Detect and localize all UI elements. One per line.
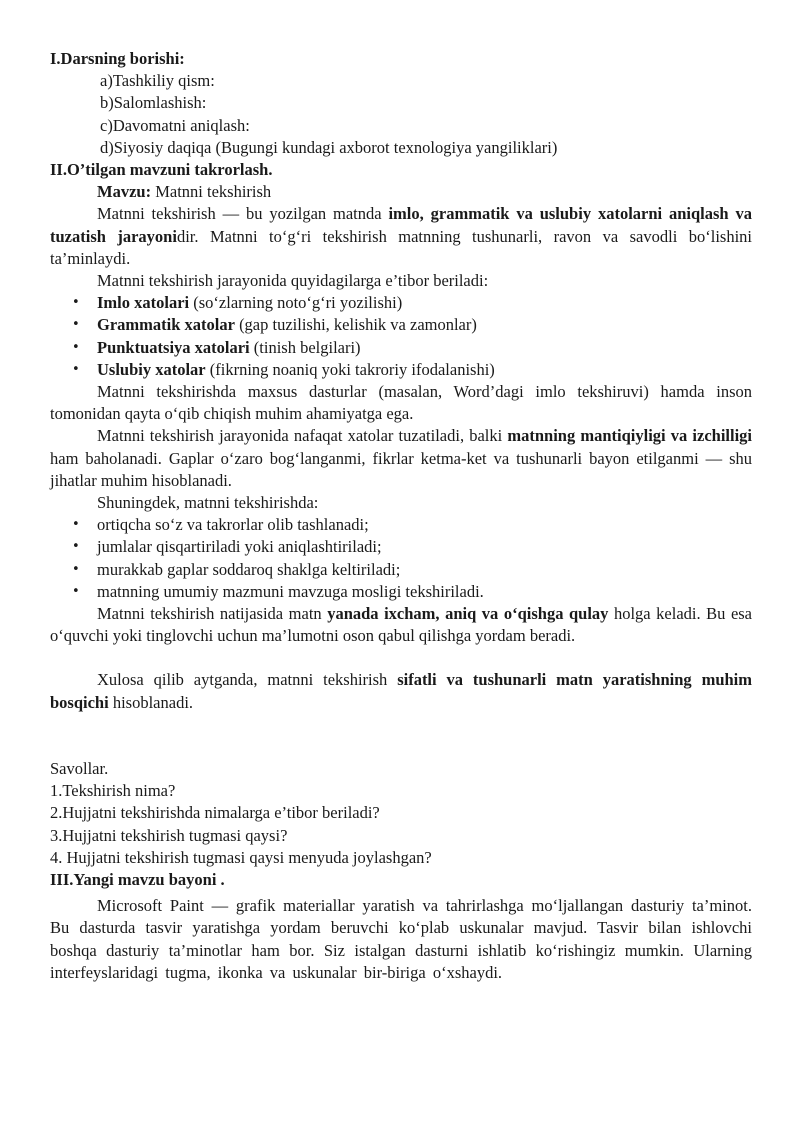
bold-run: yanada ixcham, aniq va o‘qishga qulay [327,604,609,624]
paragraph-software: Matnni tekshirishda maxsus dasturlar (masalan, Word’dagi imlo tekshiruvi) hamda inson tomonidan qayta o‘qib chiqish muhim ahamiyatga ega. [50,382,752,424]
bold-run: sifatli va tushunarli matn yaratishning muhim bosqichi [50,670,753,712]
agenda-item-b: b)Salomlashish: [100,93,207,113]
question-item: 4. Hujjatni tekshirish tugmasi qaysi menyuda joylashgan? [50,847,432,867]
questions-title: Savollar. [50,758,109,778]
spacer [50,714,752,758]
topic-label: Mavzu: [97,182,152,202]
list-item: • murakkab gaplar soddaroq shaklga keltiriladi; [50,559,752,581]
section-1-title: I.Darsning borishi: [50,49,185,68]
text-run: Matnni tekshirish — bu yozilgan matnda [97,204,389,224]
agenda-item-c: c)Davomatni aniqlash: [100,115,250,135]
bold-run: Uslubiy xatolar [97,359,206,379]
bold-run: matnning mantiqiyligi va izchilligi [507,426,752,446]
section-2-title: II.O’tilgan mavzuni takrorlash. [50,160,273,180]
bold-run: Grammatik xatolar [97,315,235,335]
bold-run: imlo, grammatik va uslubiy xatolarni aniqlash va tuzatish jarayoni [50,204,752,246]
document-page [50,48,752,984]
text-run: Matnni tekshirish natijasida matn [97,604,328,624]
agenda-item-a: a)Tashkiliy qism: [100,71,215,91]
question-item: 2.Hujjatni tekshirishda nimalarga e’tibor beriladi? [50,803,380,823]
list-item [50,292,752,314]
text-run: (so‘zlarning noto‘g‘ri yozilishi) [189,293,403,313]
section-3-title: III.Yangi mavzu bayoni . [50,869,225,889]
paragraph-result [50,603,752,647]
topic-value: Matnni tekshirish [151,182,272,202]
list-item [50,314,752,336]
paragraph-attention: Matnni tekshirish jarayonida quyidagilarga e’tibor beriladi: [97,271,489,291]
error-types-list [50,292,752,381]
bold-run: Imlo xatolari [97,293,190,313]
list-item [50,337,752,359]
paragraph-conclusion [50,669,752,713]
paragraph-paint: Microsoft Paint — grafik materiallar yaratish va tahrirlashga mo‘ljallangan dasturiy ta’minot. Bu dasturda tasvir yaratishga yordam beruvchi ko‘plab uskunalar mavjud. Tasvir bilan ishlovchi boshqa dasturiy ta’minotlar ham bor. Siz istalgan dasturni ishlatib ko‘rishingiz mumkin. Ularning interfeyslaridagi tugma, ikonka va uskunalar bir-biriga o‘xshaydi. [50,896,752,982]
paragraph-definition [50,203,752,270]
text-run: holga keladi. Bu esa o‘quvchi yoki tinglovchi uchun ma’lumotni oson qabul qilishga yordam beradi. [50,604,753,646]
list-item: • matnning umumiy mazmuni mavzuga mosligi tekshiriladi. [50,581,752,603]
spacer [50,647,752,669]
list-item: • jumlalar qisqartiriladi yoki aniqlashtiriladi; [50,536,752,558]
text-run: (tinish belgilari) [249,337,361,357]
text-run: ham baholanadi. Gaplar o‘zaro bog‘langanmi, fikrlar ketma-ket va tushunarli bayon etilganmi — shu jihatlar muhim hisoblanadi. [50,448,752,490]
question-item: 3.Hujjatni tekshirish tugmasi qaysi? [50,825,288,845]
text-run: Matnni tekshirish jarayonida nafaqat xatolar tuzatiladi, balki [97,426,508,446]
question-item: 1.Tekshirish nima? [50,781,176,801]
paragraph-logic [50,425,752,492]
list-item: • ortiqcha so‘z va takrorlar olib tashlanadi; [50,514,752,536]
text-run: (fikrning noaniq yoki takroriy ifodalanishi) [205,359,495,379]
text-run: dir. Matnni to‘g‘ri tekshirish matnning tushunarli, ravon va savodli bo‘lishini ta’minlaydi. [50,226,752,268]
topic-line [50,181,752,203]
list-item [50,359,752,381]
agenda-item-d: d)Siyosiy daqiqa (Bugungi kundagi axborot texnologiya yangiliklari) [100,137,558,157]
paragraph-also: Shuningdek, matnni tekshirishda: [97,493,319,513]
text-run: (gap tuzilishi, kelishik va zamonlar) [234,315,477,335]
text-run: hisoblanadi. [108,692,194,712]
bold-run: Punktuatsiya xatolari [97,337,250,357]
editing-steps-list [50,514,752,603]
text-run: Xulosa qilib aytganda, matnni tekshirish [97,670,398,690]
